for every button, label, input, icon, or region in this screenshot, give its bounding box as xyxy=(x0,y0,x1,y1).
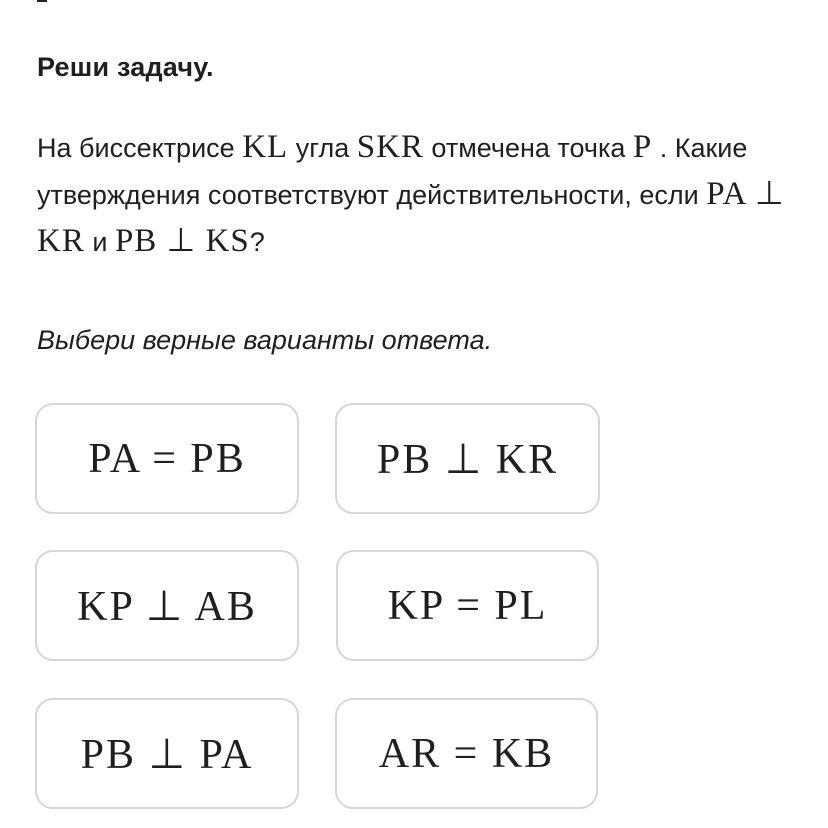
task-title: Реши задачу. xyxy=(37,52,214,82)
answer-option-label: PB ⊥ KR xyxy=(376,436,559,483)
answer-option-label: PA = PB xyxy=(88,435,246,482)
math-condition-1: PA ⊥ KR xyxy=(37,176,785,259)
math-bisector: KL xyxy=(242,129,289,165)
answer-option-pa-equals-pb[interactable] xyxy=(35,403,299,514)
answer-instruction: Выбери верные варианты ответа. xyxy=(37,325,493,355)
question-part-5: и xyxy=(84,227,115,257)
math-point: P xyxy=(632,129,653,165)
answer-option-label: AR = KB xyxy=(378,730,555,777)
answer-option-label: KP ⊥ AB xyxy=(77,583,257,630)
answer-option-ar-equals-kb[interactable] xyxy=(335,698,598,809)
question-part-2: угла xyxy=(288,133,357,163)
answer-option-kp-perp-ab[interactable] xyxy=(35,550,299,661)
cropped-text-fragment xyxy=(37,0,47,2)
answer-option-label: PB ⊥ PA xyxy=(80,731,254,778)
math-condition-2: PB ⊥ KS xyxy=(114,223,250,259)
question-text xyxy=(37,124,797,265)
math-angle: SKR xyxy=(356,129,424,165)
question-part-4: . Какие утверждения соответствуют действительности, если xyxy=(37,133,748,210)
question-part-1: На биссектрисе xyxy=(37,133,243,163)
question-part-6: ? xyxy=(249,227,265,257)
question-part-3: отмечена точка xyxy=(423,133,633,163)
answer-option-pb-perp-pa[interactable] xyxy=(35,698,299,809)
answer-option-pb-perp-kr[interactable] xyxy=(335,403,600,514)
answer-option-kp-equals-pl[interactable] xyxy=(336,550,599,661)
answer-option-label: KP = PL xyxy=(387,582,548,629)
